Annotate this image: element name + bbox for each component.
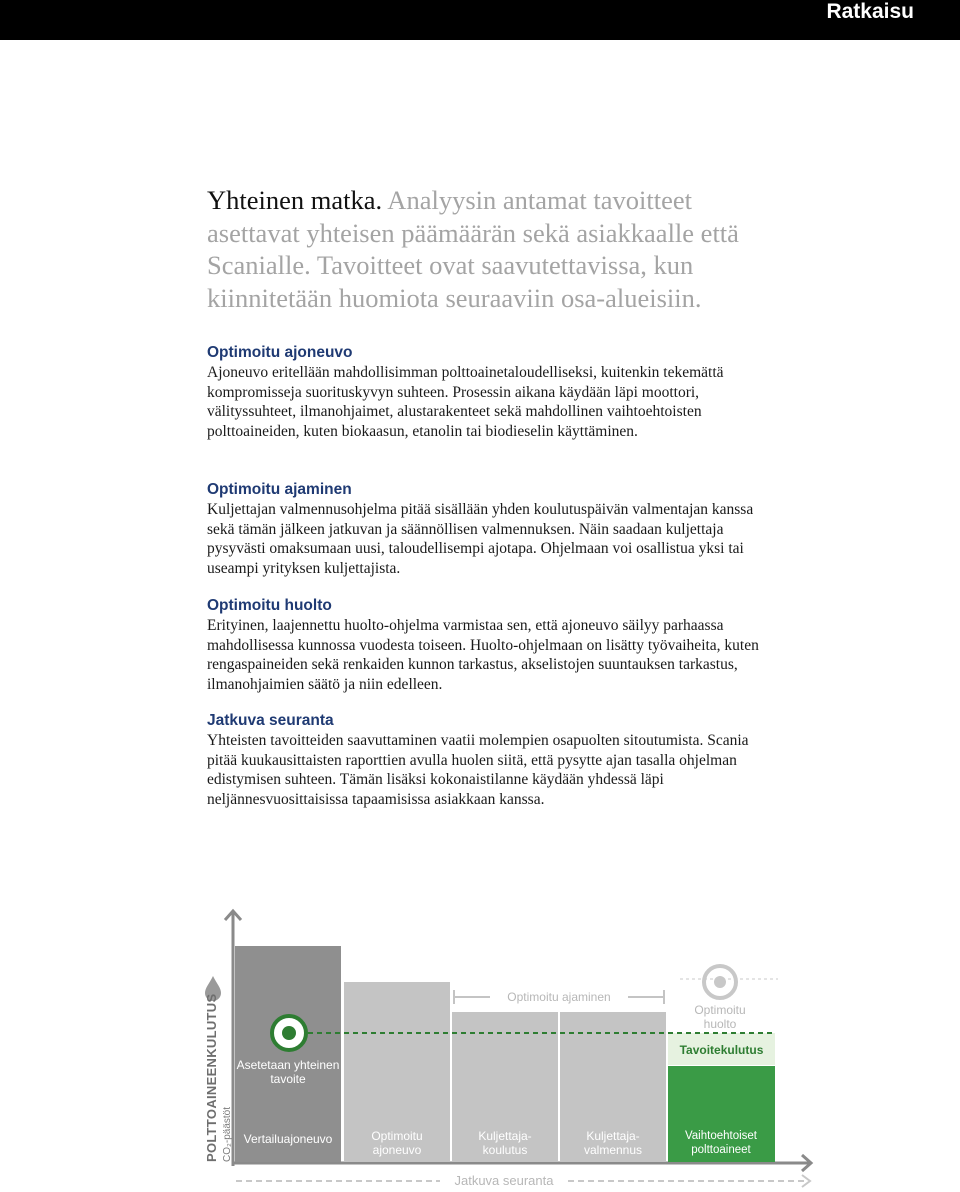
target-marker-inner: [282, 1026, 296, 1040]
section-continuous-monitoring: [207, 711, 767, 809]
bar-label-alternative-fuels: Vaihtoehtoiset polttoaineet: [684, 1130, 758, 1156]
bar-coaching-step: [560, 1024, 632, 1028]
intro-rest: Analyysin antamat tavoitteet asettavat yhteisen päämäärän sekä asiakkaalle että Scanialle. Tavoitteet ovat saavutettavissa, kun kiinnitetään huomiota seuraaviin osa-alueisiin.: [207, 185, 739, 313]
section-label: Ratkaisu: [826, 0, 914, 23]
section-body: Erityinen, laajennettu huolto-ohjelma varmistaa sen, että ajoneuvo säilyy parhaassa mahdollisessa kunnossa vuodesta toiseen. Huolto-ohjelmaan on lisätty työvaiheita, kuten rengaspaineiden sekä renkaiden kunnon tarkastus, akselistojen suuntauksen tarkastus, ilmanohjaimien säätö ja niin edelleen.: [207, 617, 759, 693]
section-optimized-vehicle: [207, 343, 767, 441]
bar-label-driver-coaching: Kuljettaja-valmennus: [583, 1129, 643, 1157]
section-body: Ajoneuvo eritellään mahdollisimman polttoainetaloudelliseksi, kuitenkin tekemättä kompromisseja suorituskyvyn suhteen. Prosessin aikana käydään läpi moottori, välityssuhteet, ilmanohjaimet, alustarakenteet sekä mahdollinen vaihtoehtoisten polttoaineiden, kuten biokaasun, etanolin tai biodieselin käyttäminen.: [207, 364, 724, 440]
bar-vertailuajoneuvo: [235, 946, 341, 1162]
target-marker-label: Asetetaan yhteinen tavoite: [236, 1058, 340, 1086]
bracket-label: Optimoitu ajaminen: [507, 990, 611, 1004]
x-axis-label: Jatkuva seuranta: [454, 1173, 554, 1188]
service-label: Optimoitu huolto: [694, 1003, 746, 1031]
service-marker-inner: [714, 976, 726, 988]
bar-label-optimized-vehicle: Optimoitu ajoneuvo: [371, 1129, 423, 1157]
section-heading: Optimoitu ajoneuvo: [207, 344, 353, 361]
intro-lead: Yhteinen matka.: [207, 185, 383, 215]
section-optimized-service: [207, 596, 767, 694]
bar-label-vertailuajoneuvo: Vertailuajoneuvo: [243, 1132, 333, 1146]
section-body: Yhteisten tavoitteiden saavuttaminen vaatii molempien osapuolten sitoutumista. Scania pitää kuukausittaisten raporttien avulla huolen siitä, että pysytte ajan tasalla ohjelman edistymisen suhteen. Tämän lisäksi kokonaistilanne käydään yhdessä läpi neljännesvuosittaisissa tapaamisissa asiakkaan kanssa.: [207, 732, 749, 808]
fuel-consumption-diagram: [0, 900, 960, 1192]
section-optimized-driving: [207, 480, 767, 578]
intro-heading: [207, 184, 767, 314]
top-bar: [0, 0, 960, 40]
section-heading: Optimoitu huolto: [207, 597, 332, 614]
y-axis-sublabel: CO₂-päästöt: [222, 1106, 233, 1162]
y-axis-label: POLTTOAINEENKULUTUS: [204, 993, 219, 1162]
section-body: Kuljettajan valmennusohjelma pitää sisällään yhden koulutuspäivän valmentajan kanssa sekä tämän jälkeen jatkuvan ja säännöllisen valmennuksen. Näin saadaan kuljettaja pysyvästi omaksumaan uusi, taloudellisempi ajotapa. Ohjelmaan voi osallistua yksi tai useampi yrityksen kuljettajista.: [207, 501, 754, 577]
target-line-label: Tavoitekulutus: [679, 1043, 764, 1057]
section-heading: Optimoitu ajaminen: [207, 481, 352, 498]
bar-label-driver-training: Kuljettaja-koulutus: [478, 1129, 532, 1157]
section-heading: Jatkuva seuranta: [207, 712, 334, 729]
